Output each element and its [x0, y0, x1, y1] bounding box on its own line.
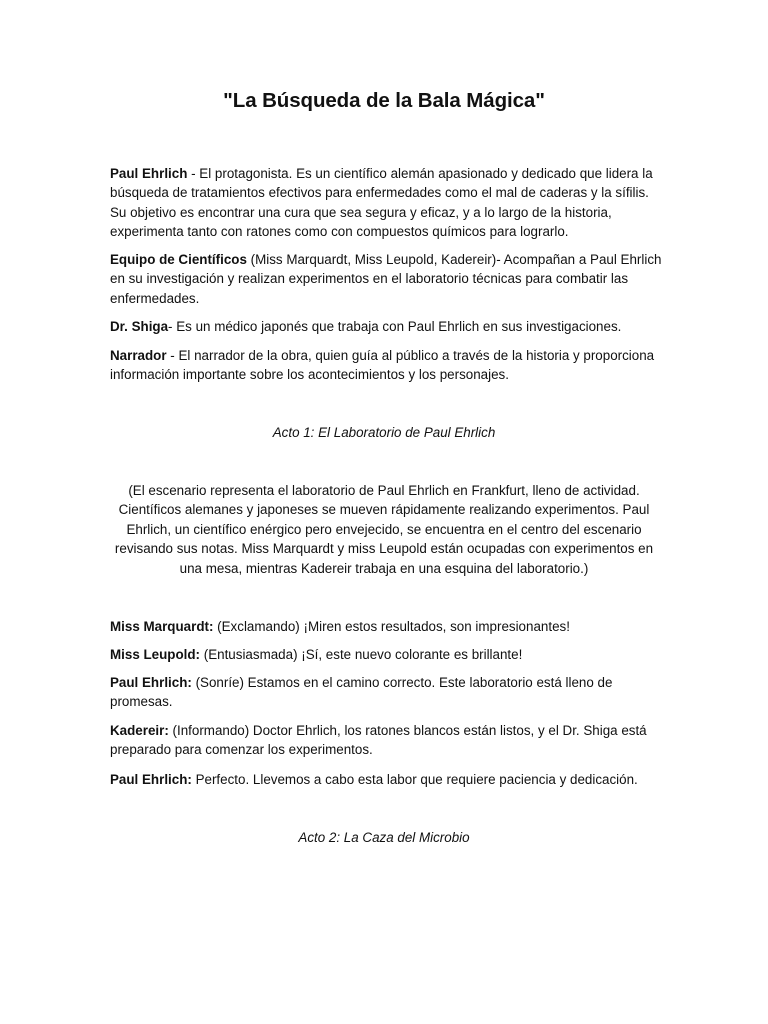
dialogue-line — [110, 673, 662, 712]
dialogue-speaker: Miss Marquardt: — [110, 619, 214, 634]
character-entry-dr-shiga — [110, 317, 662, 336]
act1-stage-direction: (El escenario representa el laboratorio de Paul Ehrlich en Frankfurt, lleno de actividad. Científicos alemanes y japoneses se mueven rápidamente realizando experimentos. Paul Ehrlich, un científico enérgico pero envejecido, se encuentra en el centro del escenario revisando sus notas. Miss Marquardt y miss Leupold están ocupadas con experimentos en una mesa, mientras Kadereir trabaja en una esquina del laboratorio.) — [114, 483, 654, 576]
character-entry-paul-ehrlich — [110, 164, 662, 242]
character-paren: (Miss Marquardt, Miss Leupold, Kadereir) — [250, 252, 497, 267]
character-description: - Acompañan a Paul Ehrlich en su investigación y realizan experimentos en el laboratorio técnicas para combatir las enfermedades. — [110, 252, 662, 306]
dialogue-text: (Sonríe) Estamos en el camino correcto. Este laboratorio está lleno de promesas. — [110, 675, 613, 710]
act1-heading: Acto 1: El Laboratorio de Paul Ehrlich — [272, 425, 496, 440]
character-separator: - — [187, 166, 200, 181]
dialogue-speaker: Paul Ehrlich: — [110, 675, 192, 690]
character-name: Dr. Shiga — [110, 319, 169, 334]
character-name: Narrador — [110, 348, 167, 363]
dialogue-text: (Informando) Doctor Ehrlich, los ratones blancos están listos, y el Dr. Shiga está preparado para comenzar los experimentos. — [110, 723, 647, 758]
character-description: El protagonista. Es un científico alemán apasionado y dedicado que lidera la búsqueda de tratamientos efectivos para enfermedades como el mal de caderas y la sífilis. Su objetivo es encontrar una cura que sea segura y eficaz, y a lo largo de la historia, experimenta tanto con ratones como con compuestos químicos para lograrlo. — [110, 166, 653, 240]
character-separator: - — [168, 319, 177, 334]
dialogue-speaker: Kadereir: — [110, 723, 169, 738]
dialogue-line — [110, 645, 662, 664]
dialogue-line — [110, 770, 662, 789]
character-name: Paul Ehrlich — [110, 166, 188, 181]
dialogue-speaker: Miss Leupold: — [110, 647, 201, 662]
character-description: Es un médico japonés que trabaja con Paul Ehrlich en sus investigaciones. — [176, 319, 622, 334]
dialogue-speaker: Paul Ehrlich: — [110, 772, 192, 787]
document-title: "La Búsqueda de la Bala Mágica" — [223, 89, 545, 112]
dialogue-line — [110, 617, 662, 636]
dialogue-line — [110, 721, 662, 760]
dialogue-text: (Entusiasmada) ¡Sí, este nuevo colorante es brillante! — [203, 647, 523, 662]
character-name: Equipo de Científicos — [110, 252, 247, 267]
dialogue-text: Perfecto. Llevemos a cabo esta labor que requiere paciencia y dedicación. — [195, 772, 638, 787]
act2-heading: Acto 2: La Caza del Microbio — [298, 830, 470, 845]
character-entry-equipo — [110, 250, 662, 308]
character-separator: - — [166, 348, 179, 363]
character-entry-narrador — [110, 346, 662, 385]
character-description: El narrador de la obra, quien guía al público a través de la historia y proporciona información importante sobre los acontecimientos y los personajes. — [110, 348, 655, 383]
dialogue-text: (Exclamando) ¡Miren estos resultados, son impresionantes! — [217, 619, 570, 634]
